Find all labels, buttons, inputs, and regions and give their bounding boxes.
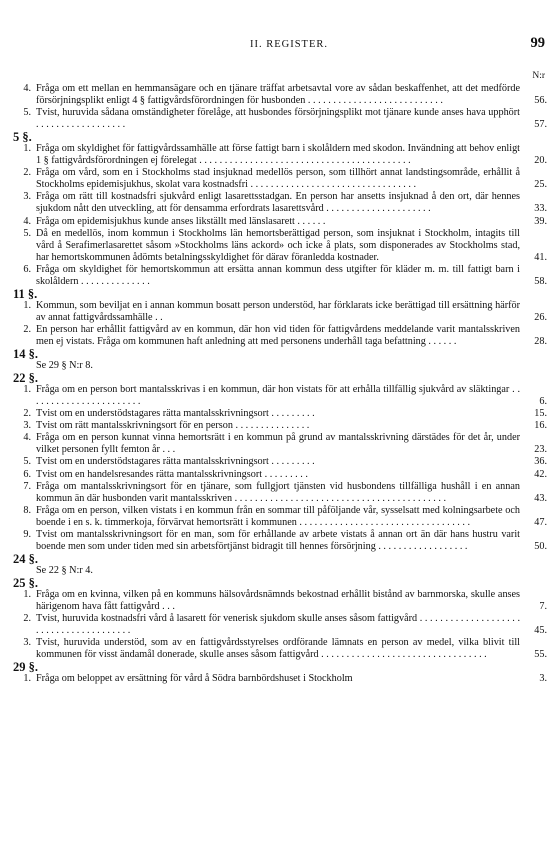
entry-number: 3. [23,420,31,432]
entry-text: Fråga om epidemisjukhus kunde anses likställt med länslasarett . . . . . . [36,215,326,227]
entry-page-number: 23. [534,444,547,456]
entry-number: 2. [23,323,31,335]
cross-reference: Se 22 § N:r 4. [36,564,93,576]
entry-number: 7. [23,480,31,492]
entry-number: 6. [23,263,31,275]
entry-text: Då en medellös, inom kommun i Stockholms län hemortsberättigad person, som insjuknat i Stockholm, intagits till vård å Serafimerlasarettet såsom »Stockholms läns ackord» och icke å plats, som disponerades av Stockholms stad, har hemortskommunen ådömts betalningsskyldighet för därav föranledda kostnader. [36,227,520,263]
section-heading: 29 §. [13,660,38,675]
entry-text: Tvist om rätt mantalsskrivningsort för en person . . . . . . . . . . . . . . . [36,420,310,432]
entry-page-number: 20. [534,155,547,167]
entry-number: 5. [23,107,31,119]
entry-page-number: 55. [534,649,547,661]
section-heading: 11 §. [13,286,38,301]
entry-page-number: 6. [539,396,547,408]
entry-text: En person har erhållit fattigvård av en kommun, där hon vid tiden för fattigvårdens meddelande varit mantalsskriven men ej vistats. Fråga om kommunen haft anledning att med personens underhåll taga befattning . . . . . . [36,323,520,347]
entry-text: Fråga om skyldighet för fattigvårdssamhälle att förse fattigt barn i skolåldern med skodon. Invändning att behov enligt 1 § fattigvårdsförordningen ej förelegat . . . . . . . . . . . . . . . . . . . . . . . . . . . . . . . . . . . . . . . . . . [36,143,520,167]
entry-text: Fråga om en person bort mantalsskrivas i en kommun, där hon vistats för att erhålla tillfällig sjukvård av släktingar . . . . . . . . . . . . . . . . . . . . . . . [36,384,520,408]
entry-text: Fråga om rätt till kostnadsfri sjukvård enligt lasarettsstadgan. En person har ansetts insjuknad å den ort, där hennes sjukdom nått den utveckling, att för densamma erfordrats lasarettsvård . . . . . . . . . . . . . . . . . . . . . [36,191,520,215]
register-entry [12,408,547,420]
entry-page-number: 33. [534,203,547,215]
entry-page-number: 15. [534,408,547,420]
entry-text: Tvist, huruvida kostnadsfri vård å lasarett för venerisk sjukdom skulle anses såsom fattigvård . . . . . . . . . . . . . . . . . . . . . . . . . . . . . . . . . . . . . . . [36,613,520,637]
entry-page-number: 47. [534,516,547,528]
entry-number: 5. [23,456,31,468]
entry-number: 3. [23,637,31,649]
register-entry [12,432,547,456]
register-entry [12,613,547,637]
register-entry [12,167,547,191]
register-entry [12,83,547,107]
register-entry [12,637,547,661]
register-entry [12,420,547,432]
section-heading: 22 §. [13,371,38,386]
entry-text: Tvist om en handelsresandes rätta mantalsskrivningsort . . . . . . . . . [36,468,308,480]
entry-number: 8. [23,504,31,516]
cross-reference: Se 29 § N:r 8. [36,360,93,372]
entry-page-number: 43. [534,492,547,504]
entry-number: 1. [23,299,31,311]
entry-number: 1. [23,384,31,396]
entry-page-number: 42. [534,468,547,480]
entry-page-number: 3. [539,673,547,685]
entry-page-number: 36. [534,456,547,468]
register-entry [12,469,547,481]
section-heading: 24 §. [13,551,38,566]
entry-text: Kommun, som beviljat en i annan kommun bosatt person understöd, har förklarats icke berättigad till ersättning härför av annat fattigvårdssamhälle . . [36,299,520,323]
running-title: II. REGISTER. [249,39,329,50]
entry-number: 4. [23,215,31,227]
entry-page-number: 16. [534,420,547,432]
register-entry [12,456,547,468]
section-heading: 14 §. [13,347,38,362]
register-entry [12,481,547,505]
entry-text: Tvist om mantalsskrivningsort för en man, som för erhållande av arbete vistats å annan ort än där hans hustru varit boende men som under tiden med sin arbetsförtjänst bidragit till hennes försörjning . . . . . . . . . . . . . . . . . . [36,528,520,552]
section-heading: 5 §. [13,130,32,145]
section-heading: 25 §. [13,575,38,590]
register-entry [12,191,547,215]
entry-number: 2. [23,167,31,179]
entry-text: Tvist, huruvida sådana omständigheter förelåge, att husbondes försörjningsplikt mot tjänare kunde anses hava upphört . . . . . . . . . . . . . . . . . . [36,107,520,131]
register-entry [12,264,547,288]
entry-page-number: 7. [539,601,547,613]
entry-page-number: 58. [534,275,547,287]
entry-number: 6. [23,468,31,480]
register-entry [12,107,547,131]
entry-page-number: 26. [534,311,547,323]
register-entry [12,589,547,613]
register-entry [12,143,547,167]
entry-text: Fråga om en person kunnat vinna hemortsrätt i en kommun på grund av mantalsskrivning därstädes för det år, under vilket personen fyllt femton år . . . [36,432,520,456]
entry-number: 4. [23,432,31,444]
entry-page-number: 39. [534,215,547,227]
entry-number: 4. [23,83,31,94]
register-entry [12,529,547,553]
entry-number: 1. [23,673,31,685]
entry-number: 5. [23,227,31,239]
entry-text: Fråga om en kvinna, vilken på en kommuns hälsovårdsnämnds bekostnad erhållit bistånd av barnmorska, skulle anses härigenom hava fått fattigvård . . . [36,588,520,613]
entry-page-number: 50. [534,540,547,552]
entry-text: Fråga om mantalsskrivningsort för en tjänare, som fullgjort tjänsten vid husbondens tillfälliga hushåll i en annan kommun än där husbonden varit mantalsskriven . . . . . . . . . . . . . . . . . . . . . . . . . . . . . . . . . . . . . . . . . . [36,480,520,504]
entry-text: Tvist om en understödstagares rätta mantalsskrivningsort . . . . . . . . . [36,456,315,468]
register-entry [12,228,547,264]
entry-text: Fråga om skyldighet för hemortskommun att ersätta annan kommun dess utgifter för kläder m. m. till fattigt barn i skolåldern . . . . . . . . . . . . . . [36,263,520,287]
page-header [30,37,548,53]
entry-text: Fråga om ett mellan en hemmansägare och en tjänare träffat arbetsavtal vore av sådan beskaffenhet, att det medförde försörjningsplikt enligt 4 § fattigvårdsförordningen för husbonden . . . . . . . . . . . . . . . . . . . . . . . . . . . [36,83,520,107]
entry-number: 2. [23,613,31,625]
entry-number: 9. [23,528,31,540]
register-entry [12,505,547,529]
register-entry [12,324,547,348]
entry-number: 1. [23,588,31,600]
register-entry [12,216,547,228]
entry-page-number: 56. [534,95,547,107]
entry-page-number: 28. [534,335,547,347]
entry-page-number: 45. [534,625,547,637]
entry-page-number: 41. [534,251,547,263]
entry-text: Fråga om beloppet av ersättning för vård å Södra barnbördshuset i Stockholm [36,673,353,685]
register-content [12,83,547,685]
register-entry [12,300,547,324]
entry-page-number: 57. [534,119,547,131]
entry-page-number: 25. [534,179,547,191]
entry-number: 3. [23,191,31,203]
column-label: N:r [532,71,545,81]
register-entry [12,673,547,685]
entry-text: Tvist om en understödstagares rätta mantalsskrivningsort . . . . . . . . . [36,408,315,420]
entry-number: 1. [23,143,31,155]
entry-text: Fråga om vård, som en i Stockholms stad insjuknad medellös person, som tillhört annat landstingsområde, erhållit å Stockholms epidemisjukhus, skolat vara kostnadsfri . . . . . . . . . . . . . . . . . . . . . . . . . . . . . . . . . [36,167,520,191]
entry-text: Tvist, huruvida understöd, som av en fattigvårdsstyrelses ordförande lämnats en person av medel, vilka blivit till kommunen för visst ändamål donerade, skulle anses såsom fattigvård . . . . . . . . . . . . . . . . . . . . . . . . . . . . . . . . . [36,637,520,661]
register-entry [12,384,547,408]
page-number: 99 [530,35,545,51]
entry-number: 2. [23,408,31,420]
entry-text: Fråga om en person, vilken vistats i en kommun från en sommar till påföljande vår, sysselsatt med kolningsarbete och boende i en s. k. timmerkoja, förvärvat hemortsrätt i kommunen . . . . . . . . . . . . . . . . . . . . . . . . . . . . . . . . . . [36,504,520,528]
